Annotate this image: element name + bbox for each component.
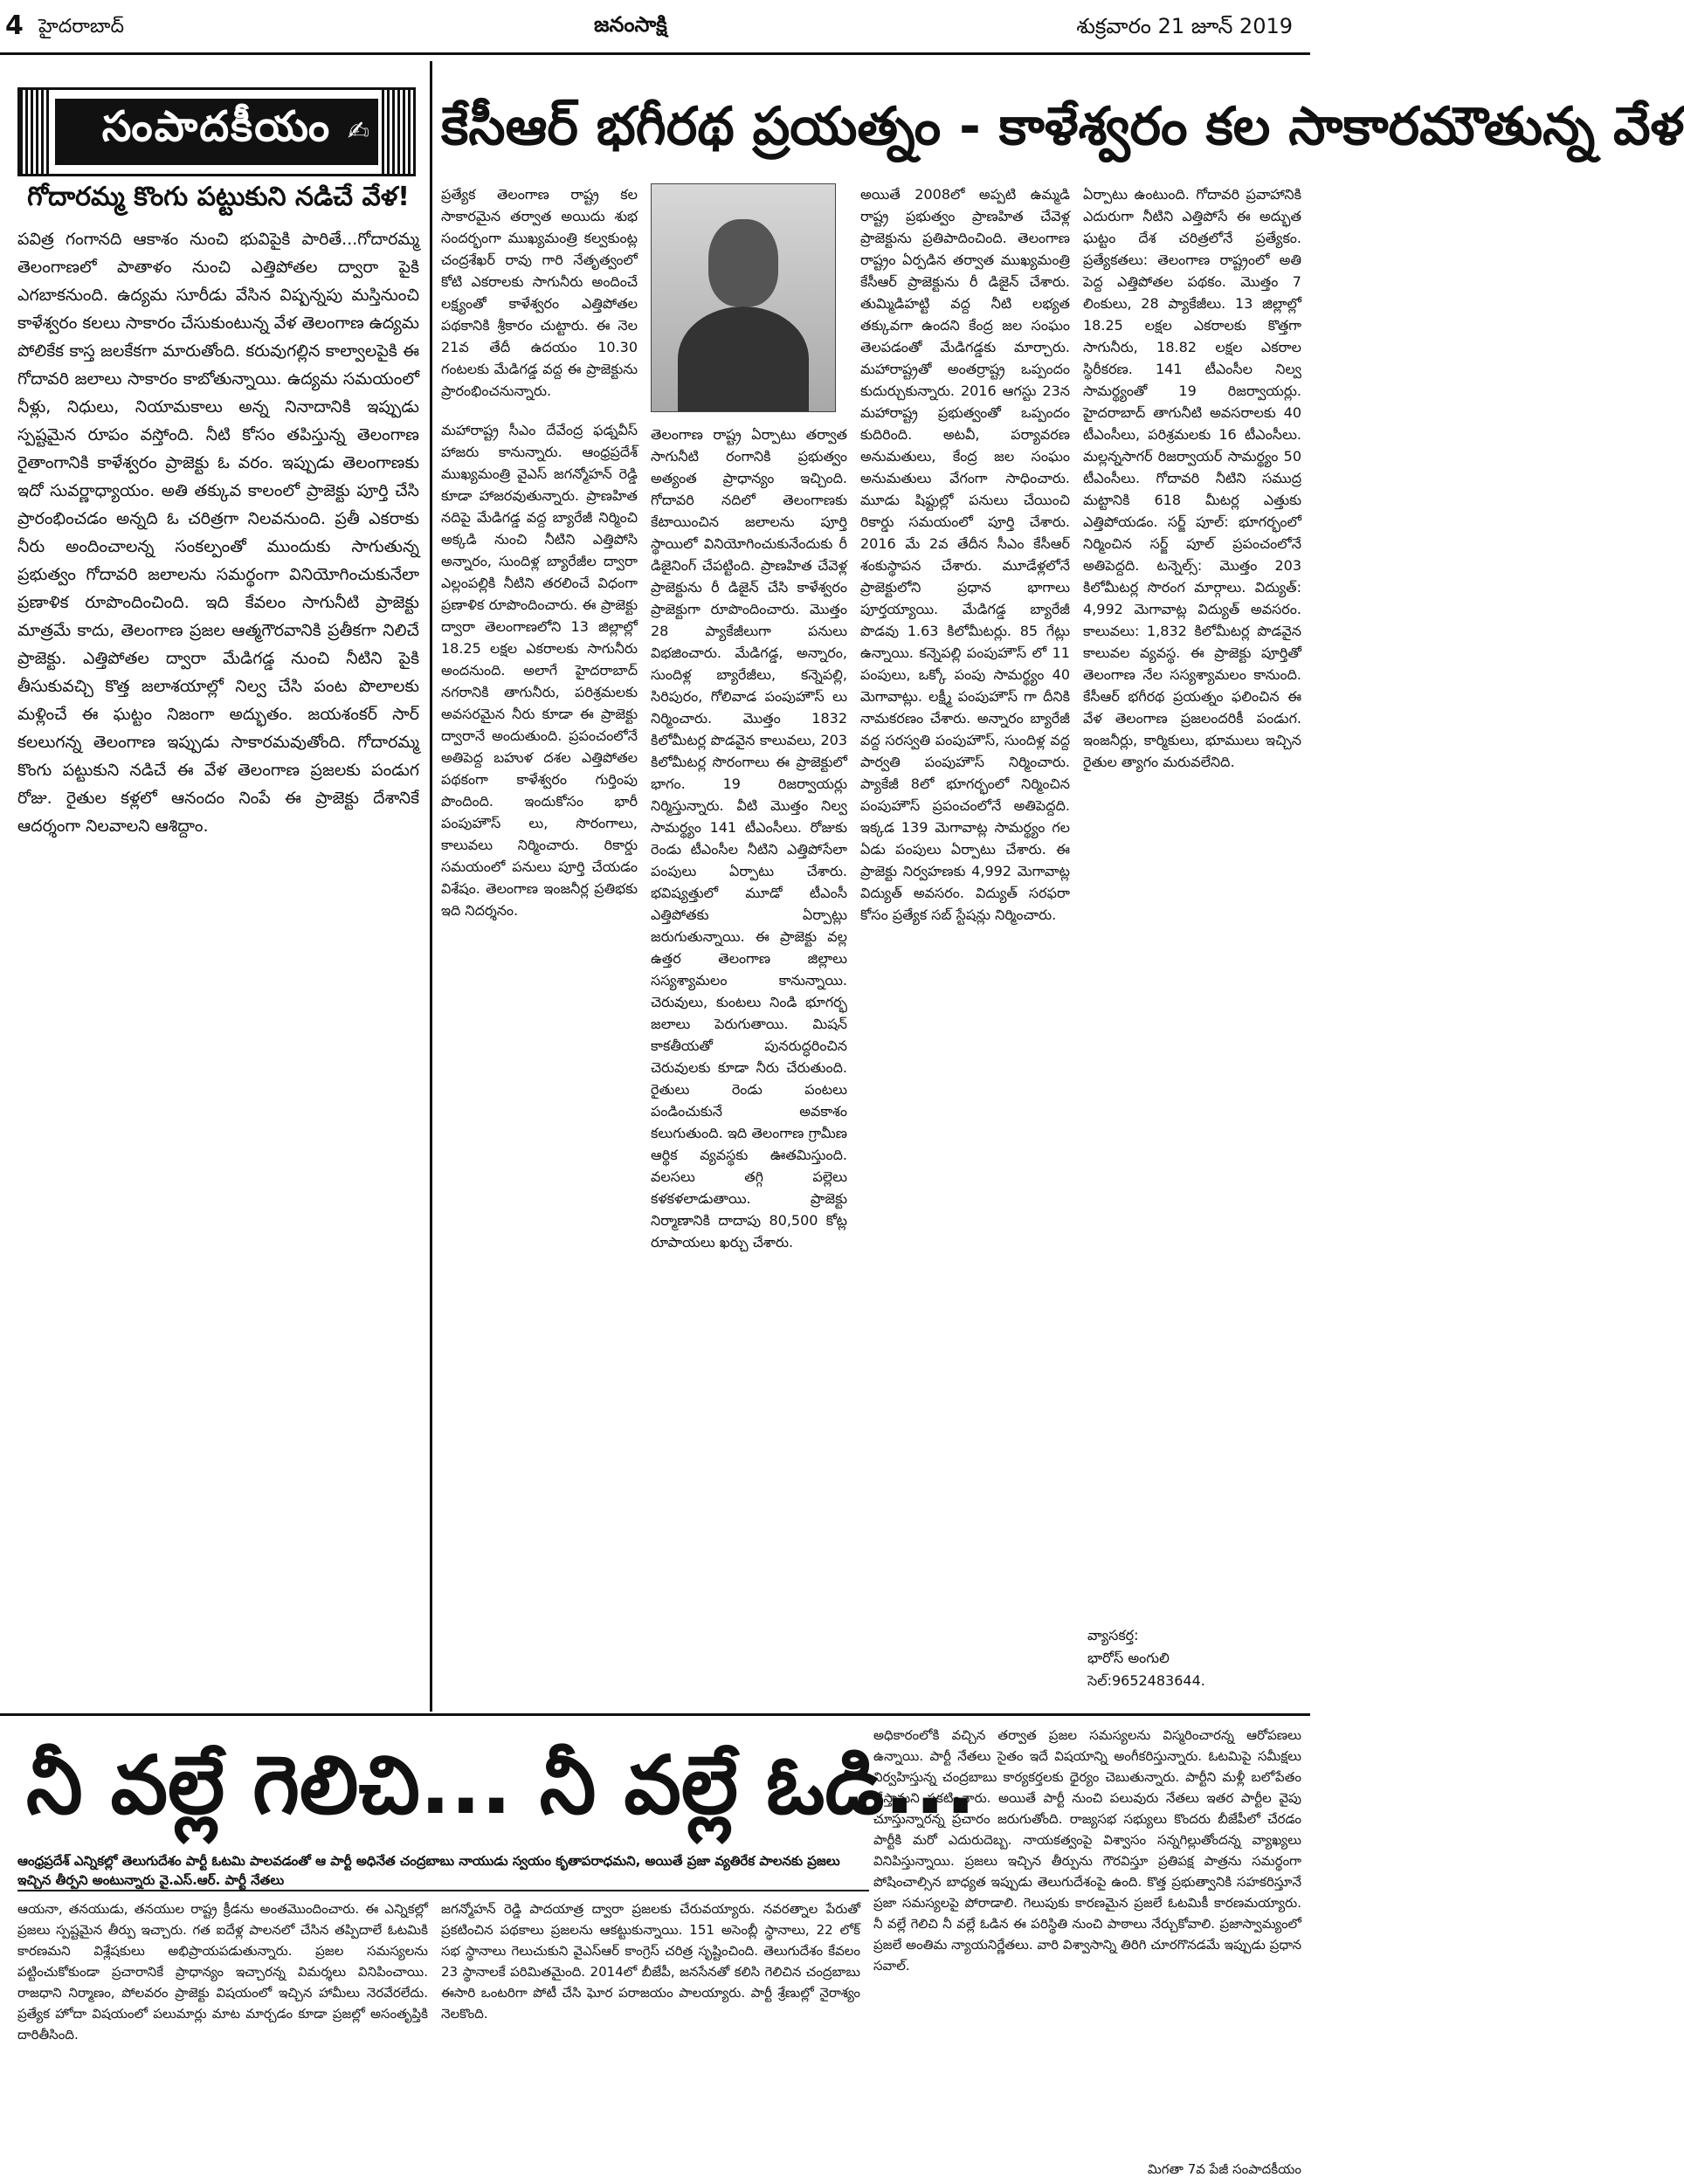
page-number: 4 xyxy=(5,10,24,41)
lower-credit: మిగతా 7వ పేజీ సంపాదకీయం xyxy=(1147,2161,1301,2177)
stripe-decoration xyxy=(382,90,413,174)
section-divider xyxy=(0,1713,1310,1716)
subtitle-divider xyxy=(17,1890,869,1891)
portrait-body xyxy=(678,307,809,411)
page-header xyxy=(0,0,1310,55)
lower-headline: నీ వల్లే గెలిచి... నీ వల్లే ఓడి... xyxy=(26,1739,977,1832)
editorial-body: పవిత్ర గంగానది ఆకాశం నుంచి భువిపైకి పారితే...గోదారమ్మ తెలంగాణలో పాతాళం నుంచి ఎత్తిపోతల ద్వారా పైకి ఎగబాకనుంది. ఉద్యమ సూరీడు వేసిన విష్పన్నపు మస్తినుంచి కాళేశ్వరం కలలు సాకారం చేసుకుంటున్న వేళ తెలంగాణ ఉద్యమ పోలికేక కాస్త జలకేకగా మారుతోంది. కరువుగల్లిన కాల్వాలపైకి ఈ గోదావరి జలాలు సాకారం కాబోతున్నాయి. ఉద్యమ సమయంలో నీళ్లు, నిధులు, నియామకాలు అన్న నినాదానికి ఇప్పుడు స్పష్టమైన రూపం వస్తోంది. నీటి కోసం తపిస్తున్న తెలంగాణ రైతాంగానికి కాళేశ్వరం ప్రాజెక్టు ఓ వరం. ఇప్పుడు తెలంగాణకు ఇదో సువర్ణాధ్యాయం. అతి తక్కువ కాలంలో ప్రాజెక్టు పూర్తి చేసి ప్రారంభించడం అన్నది ఓ చరిత్రగా నిలవనుంది. ప్రతీ ఎకరాకు నీరు అందించాలన్న సంకల్పంతో ముందుకు సాగుతున్న ప్రభుత్వం గోదావరి జలాలను సమర్థంగా వినియోగించుకునేలా ప్రణాళిక రూపొందించింది. ఇది కేవలం సాగునీటి ప్రాజెక్టు మాత్రమే కాదు, తెలంగాణ ప్రజల ఆత్మగౌరవానికి ప్రతీకగా నిలిచే ప్రాజెక్టు. ఎత్తిపోతల ద్వారా మేడిగడ్డ నుంచి నీటిని పైకి తీసుకువచ్చి కొత్త జలాశయాల్లో నిల్వ చేసి పంట పొలాలకు మళ్లించే ఈ ఘట్టం నిజంగా అద్భుతం. జయశంకర్ సార్ కలలుగన్న తెలంగాణ ఇప్పుడు సాకారమవుతోంది. గోదారమ్మ కొంగు పట్టుకుని నడిచే ఈ వేళ తెలంగాణ ప్రజలకు పండుగ రోజు. రైతుల కళ్లలో ఆనందం నింపే ఈ ప్రాజెక్టు దేశానికే ఆదర్శంగా నిలవాలని ఆశిద్దాం. xyxy=(17,230,419,836)
lower-column-2: జగన్మోహన్ రెడ్డి పాదయాత్ర ద్వారా ప్రజలకు చేరువయ్యారు. నవరత్నాల పేరుతో ప్రకటించిన పథకాలు ప్రజలను ఆకట్టుకున్నాయి. 151 అసెంబ్లీ స్థానాలు, 22 లోక్ సభ స్థానాలు గెలుచుకుని వైఎస్ఆర్ కాంగ్రెస్ చరిత్ర సృష్టించింది. తెలుగుదేశం కేవలం 23 స్థానాలకే పరిమితమైంది. 2014లో బీజేపీ, జనసేనతో కలిసి గెలిచిన చంద్రబాబు ఈసారి ఒంటరిగా పోటీ చేసి ఘోర పరాజయం పాలయ్యారు. పార్టీ శ్రేణుల్లో నైరాశ్యం నెలకొంది. xyxy=(441,1901,860,2022)
stripe-decoration xyxy=(20,90,52,174)
editorial-title: గోదారమ్మ కొంగు పట్టుకుని నడిచే వేళ! xyxy=(27,182,410,212)
edition-city: హైదరాబాద్ xyxy=(38,16,124,38)
newspaper-logo: జనంసాక్షి xyxy=(594,12,667,37)
article-column-4: ఏర్పాటు ఉంటుంది. గోదావరి ప్రవాహానికి ఎదురుగా నీటిని ఎత్తిపోసే ఈ అద్భుత ఘట్టం దేశ చరిత్రలోనే ప్రత్యేకం. ప్రత్యేకతలు: తెలంగాణ రాష్ట్రంలో అతి పెద్ద ఎత్తిపోతల పథకం. మొత్తం 7 లింకులు, 28 ప్యాకేజీలు. 13 జిల్లాల్లో 18.25 లక్షల ఎకరాలకు కొత్తగా సాగునీరు, 18.82 లక్షల ఎకరాల స్థిరీకరణ. 141 టీఎంసీల నిల్వ సామర్థ్యంతో 19 రిజర్వాయర్లు. హైదరాబాద్ తాగునీటి అవసరాలకు 40 టీఎంసీలు, పరిశ్రమలకు 16 టీఎంసీలు. మల్లన్నసాగర్ రిజర్వాయర్ సామర్థ్యం 50 టీఎంసీలు. గోదావరి నీటిని సముద్ర మట్టానికి 618 మీటర్ల ఎత్తుకు ఎత్తిపోయడం. సర్జ్ పూల్: భూగర్భంలో నిర్మించిన సర్జ్ పూల్ ప్రపంచంలోనే అతిపెద్దది. టన్నెల్స్: మొత్తం 203 కిలోమీటర్ల సొరంగ మార్గాలు. విద్యుత్: 4,992 మెగావాట్ల విద్యుత్ అవసరం. కాలువలు: 1,832 కిలోమీటర్ల పొడవైన కాలువల వ్యవస్థ. ఈ ప్రాజెక్టు పూర్తితో తెలంగాణ నేల సస్యశ్యామలం కానుంది. కేసీఆర్ భగీరథ ప్రయత్నం ఫలించిన ఈ వేళ తెలంగాణ ప్రజలందరికీ పండుగ. ఇంజనీర్లు, కార్మికులు, భూములు ఇచ్చిన రైతుల త్యాగం మరువలేనిది. xyxy=(1083,186,1301,770)
article-column-2: తెలంగాణ రాష్ట్ర ఏర్పాటు తర్వాత సాగునీటి రంగానికి ప్రభుత్వం అత్యంత ప్రాధాన్యం ఇచ్చింది. గోదావరి నదిలో తెలంగాణకు కేటాయించిన జలాలను పూర్తి స్థాయిలో వినియోగించుకునేందుకు రీ డిజైనింగ్ చేపట్టింది. ప్రాణహిత చేవెళ్ల ప్రాజెక్టును రీ డిజైన్ చేసి కాళేశ్వరం ప్రాజెక్టుగా రూపొందించారు. మొత్తం 28 ప్యాకేజీలుగా పనులు విభజించారు. మేడిగడ్డ, అన్నారం, సుందిళ్ల బ్యారేజీలు, కన్నెపల్లి, సిరిపురం, గోలివాడ పంపుహౌస్ లు నిర్మించారు. మొత్తం 1832 కిలోమీటర్ల పొడవైన కాలువలు, 203 కిలోమీటర్ల సొరంగాలు ఈ ప్రాజెక్టులో భాగం. 19 రిజర్వాయర్లు నిర్మిస్తున్నారు. వీటి మొత్తం నిల్వ సామర్థ్యం 141 టీఎంసీలు. రోజుకు రెండు టీఎంసీల నీటిని ఎత్తిపోసేలా పంపులు ఏర్పాటు చేశారు. భవిష్యత్తులో మూడో టీఎంసీ ఎత్తిపోతకు ఏర్పాట్లు జరుగుతున్నాయి. ఈ ప్రాజెక్టు వల్ల ఉత్తర తెలంగాణ జిల్లాలు సస్యశ్యామలం కానున్నాయి. చెరువులు, కుంటలు నిండి భూగర్భ జలాలు పెరుగుతాయి. మిషన్ కాకతీయతో పునరుద్ధరించిన చెరువులకు కూడా నీరు చేరుతుంది. రైతులు రెండు పంటలు పండించుకునే అవకాశం కలుగుతుంది. ఇది తెలంగాణ గ్రామీణ ఆర్థిక వ్యవస్థకు ఊతమిస్తుంది. వలసలు తగ్గి పల్లెలు కళకళలాడుతాయి. ప్రాజెక్టు నిర్మాణానికి దాదాపు 80,500 కోట్ల రూపాయలు ఖర్చు చేశారు. xyxy=(651,426,847,1250)
pen-icon: ✍ xyxy=(347,116,369,147)
article-column-1: ప్రత్యేక తెలంగాణ రాష్ట్ర కల సాకారమైన తర్వాత అయిదు శుభ సందర్భంగా ముఖ్యమంత్రి కల్వకుంట్ల చంద్రశేఖర్ రావు గారి నేతృత్వంలో కోటి ఎకరాలకు సాగునీరు అందించే లక్ష్యంతో కాళేశ్వరం ఎత్తిపోతల పథకానికి శ్రీకారం చుట్టారు. ఈ నెల 21వ తేదీ ఉదయం 10.30 గంటలకు మేడిగడ్డ వద్ద ఈ ప్రాజెక్టును ప్రారంభించనున్నారు. xyxy=(441,186,638,399)
portrait-head xyxy=(708,219,778,307)
lower-column-1: ఆయనా, తనయుడు, తనయుల రాష్ట్ర క్రీడను అంతమొందించారు. ఈ ఎన్నికల్లో ప్రజలు స్పష్టమైన తీర్పు ఇచ్చారు. గత ఐదేళ్ల పాలనలో చేసిన తప్పిదాలే ఓటమికి కారణమని విశ్లేషకులు అభిప్రాయపడుతున్నారు. ప్రజల సమస్యలను పట్టించుకోకుండా ప్రచారానికే ప్రాధాన్యం ఇచ్చారన్న విమర్శలు వినిపించాయి. రాజధాని నిర్మాణం, పోలవరం ప్రాజెక్టు విషయంలో ఇచ్చిన హామీలు నెరవేరలేదు. ప్రత్యేక హోదా విషయంలో పలుమార్లు మాట మార్చడం కూడా ప్రజల్లో అసంతృప్తికి దారితీసింది. xyxy=(17,1901,428,2043)
article-credit xyxy=(1087,1624,1297,1692)
credit-name: భారోస్ అంగులి xyxy=(1087,1650,1170,1666)
editorial-badge xyxy=(17,87,416,176)
column-divider xyxy=(430,61,432,1712)
credit-phone: సెల్:9652483644. xyxy=(1087,1672,1205,1689)
lower-subtitle: ఆంధ్రప్రదేశ్ ఎన్నికల్లో తెలుగుదేశం పార్టీ ఓటమి పాలవడంతో ఆ పార్టీ అధినేత చంద్రబాబు నాయుడు స్వయం కృతాపరాధమని, అయితే ప్రజా వ్యతిరేక పాలనకు ప్రజలు ఇచ్చిన తీర్పని అంటున్నారు వై.ఎస్.ఆర్. పార్టీ నేతలు xyxy=(17,1853,840,1888)
article-headline: కేసీఆర్ భగీరథ ప్రయత్నం - కాళేశ్వరం కల సాకారమౌతున్న వేళ xyxy=(441,96,1684,157)
author-photo xyxy=(651,183,836,412)
editorial-badge-label: సంపాదకీయం xyxy=(55,99,378,165)
lower-column-3: అధికారంలోకి వచ్చిన తర్వాత ప్రజల సమస్యలను విస్మరించారన్న ఆరోపణలు ఉన్నాయి. పార్టీ నేతలు సైతం ఇదే విషయాన్ని అంగీకరిస్తున్నారు. ఓటమిపై సమీక్షలు నిర్వహిస్తున్న చంద్రబాబు కార్యకర్తలకు ధైర్యం చెబుతున్నారు. పార్టీని మళ్లీ బలోపేతం చేస్తామని ప్రకటించారు. అయితే పార్టీ నుంచి పలువురు నేతలు ఇతర పార్టీల వైపు చూస్తున్నారన్న ప్రచారం జరుగుతోంది. రాజ్యసభ సభ్యులు కొందరు బీజేపీలో చేరడం పార్టీకి మరో ఎదురుదెబ్బ. నాయకత్వంపై విశ్వాసం సన్నగిల్లుతోందన్న వ్యాఖ్యలు వినిపిస్తున్నాయి. ప్రజలు ఇచ్చిన తీర్పును గౌరవిస్తూ ప్రతిపక్ష పాత్రను సమర్థంగా పోషించాల్సిన బాధ్యత ఇప్పుడు తెలుగుదేశంపై ఉంది. కొత్త ప్రభుత్వానికి సహకరిస్తూనే ప్రజా సమస్యలపై పోరాడాలి. గెలుపుకు కారణమైన ప్రజలే ఓటమికీ కారణమయ్యారు. నీ వల్లే గెలిచి నీ వల్లే ఓడిన ఈ పరిస్థితి నుంచి పాఠాలు నేర్చుకోవాలి. ప్రజాస్వామ్యంలో ప్రజలే అంతిమ న్యాయనిర్ణేతలు. వారి విశ్వాసాన్ని తిరిగి చూరగొనడమే ఇప్పుడు ప్రధాన సవాల్. xyxy=(873,1727,1301,1974)
article-column-1-continued: మహారాష్ట్ర సీఎం దేవేంద్ర ఫడ్నవీస్ హాజరు కానున్నారు. ఆంధ్రప్రదేశ్ ముఖ్యమంత్రి వైఎస్ జగన్మోహన్ రెడ్డి కూడా హాజరవుతున్నారు. ప్రాణహిత నదిపై మేడిగడ్డ వద్ద బ్యారేజీ నిర్మించి అక్కడి నుంచి నీటిని ఎత్తిపోసి అన్నారం, సుందిళ్ల బ్యారేజీల ద్వారా ఎల్లంపల్లికి నీటిని తరలించే విధంగా ప్రణాళిక రూపొందించారు. ఈ ప్రాజెక్టు ద్వారా తెలంగాణలోని 13 జిల్లాల్లో 18.25 లక్షల ఎకరాలకు సాగునీరు అందనుంది. అలాగే హైదరాబాద్ నగరానికి తాగునీరు, పరిశ్రమలకు అవసరమైన నీరు కూడా ఈ ప్రాజెక్టు ద్వారానే అందుతుంది. ప్రపంచంలోనే అతిపెద్ద బహుళ దశల ఎత్తిపోతల పథకంగా కాళేశ్వరం గుర్తింపు పొందింది. ఇందుకోసం భారీ పంపుహౌస్ లు, సొరంగాలు, కాలువలు నిర్మించారు. రికార్డు సమయంలో పనులు పూర్తి చేయడం విశేషం. తెలంగాణ ఇంజనీర్ల ప్రతిభకు ఇది నిదర్శనం. xyxy=(441,422,638,919)
issue-date: శుక్రవారం 21 జూన్ 2019 xyxy=(1076,14,1293,38)
article-column-3: అయితే 2008లో అప్పటి ఉమ్మడి రాష్ట్ర ప్రభుత్వం ప్రాణహిత చేవెళ్ల ప్రాజెక్టును ప్రతిపాదించింది. తెలంగాణ రాష్ట్రం ఏర్పడిన తర్వాత ముఖ్యమంత్రి కేసీఆర్ ప్రాజెక్టును రీ డిజైన్ చేశారు. తుమ్మిడిహట్టి వద్ద నీటి లభ్యత తక్కువగా ఉందని కేంద్ర జల సంఘం తెలపడంతో మేడిగడ్డకు మార్చారు. మహారాష్ట్రతో అంతర్రాష్ట్ర ఒప్పందం కుదుర్చుకున్నారు. 2016 ఆగస్టు 23న మహారాష్ట్ర ప్రభుత్వంతో ఒప్పందం కుదిరింది. అటవీ, పర్యావరణ అనుమతులు, కేంద్ర జల సంఘం అనుమతులు వేగంగా సాధించారు. మూడు షిఫ్టుల్లో పనులు చేయించి రికార్డు సమయంలో పూర్తి చేశారు. 2016 మే 2వ తేదీన సీఎం కేసీఆర్ శంకుస్థాపన చేశారు. మూడేళ్లలోనే ప్రాజెక్టులోని ప్రధాన భాగాలు పూర్తయ్యాయి. మేడిగడ్డ బ్యారేజీ పొడవు 1.63 కిలోమీటర్లు. 85 గేట్లు ఉన్నాయి. కన్నెపల్లి పంపుహౌస్ లో 11 పంపులు, ఒక్కో పంపు సామర్థ్యం 40 మెగావాట్లు. లక్ష్మీ పంపుహౌస్ గా దీనికి నామకరణం చేశారు. అన్నారం బ్యారేజీ వద్ద సరస్వతి పంపుహౌస్, సుందిళ్ల వద్ద పార్వతి పంపుహౌస్ నిర్మించారు. ప్యాకేజీ 8లో భూగర్భంలో నిర్మించిన పంపుహౌస్ ప్రపంచంలోనే అతిపెద్దది. ఇక్కడ 139 మెగావాట్ల సామర్థ్యం గల ఏడు పంపులు ఏర్పాటు చేశారు. ఈ ప్రాజెక్టు నిర్వహణకు 4,992 మెగావాట్ల విద్యుత్ అవసరం. విద్యుత్ సరఫరా కోసం ప్రత్యేక సబ్ స్టేషన్లు నిర్మించారు. xyxy=(860,186,1070,923)
credit-label: వ్యాసకర్త: xyxy=(1087,1627,1139,1643)
